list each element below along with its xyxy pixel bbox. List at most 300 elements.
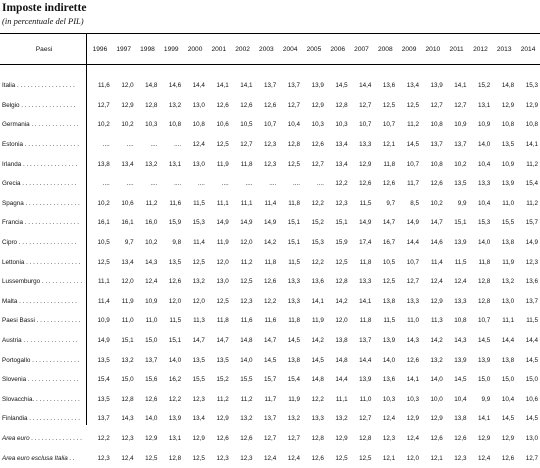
table-cell: 14,4 [192, 82, 205, 90]
table-cell: 14,9 [525, 239, 538, 247]
table-cell: 13,5 [97, 356, 110, 364]
table-cell: 12,5 [335, 258, 348, 266]
table-cell: 10,3 [311, 121, 324, 129]
table-cell: 12,5 [335, 454, 348, 462]
country-name: Grecia . . . . . . . . . . . . . . . . [2, 180, 77, 188]
table-cell: 14,8 [145, 82, 158, 90]
table-cell: .... [174, 141, 182, 149]
table-cell: 10,3 [382, 395, 396, 403]
table-cell: 8,5 [410, 199, 419, 207]
table-cell: 10,6 [216, 121, 229, 129]
table-cell: 14,4 [359, 82, 372, 90]
table-cell: 15,5 [501, 219, 515, 227]
table-cell: 11,6 [240, 317, 253, 325]
table-cell: 12,9 [478, 434, 491, 442]
country-name: Malta . . . . . . . . . . . . . . . . . [2, 297, 77, 305]
table-cell: 12,6 [454, 434, 467, 442]
country-name: Slovenia . . . . . . . . . . . . . . . [2, 376, 79, 384]
table-cell: 13,2 [168, 101, 182, 109]
table-cell: 15,3 [311, 239, 324, 247]
table-cell: 10,9 [478, 121, 491, 129]
table-cell: 15,7 [264, 376, 277, 384]
table-cell: 13,2 [145, 160, 158, 168]
table-cell: 11,7 [264, 395, 277, 403]
table-cell: 15,4 [287, 376, 301, 384]
table-cell: 12,3 [240, 297, 253, 305]
table-cell: 14,5 [335, 82, 348, 90]
table-cell: 13,0 [525, 434, 538, 442]
page-subtitle: (in percentuale del PIL) [2, 16, 84, 26]
header-year: 2010 [425, 45, 441, 53]
country-name: Lussemburgo . . . . . . . . . . . . [2, 278, 83, 286]
table-cell: 12,3 [454, 454, 467, 462]
table-row [0, 96, 540, 116]
table-cell: 13,5 [97, 395, 110, 403]
table-row [0, 272, 540, 292]
table-cell: 10,0 [430, 395, 443, 403]
table-cell: 15,0 [501, 376, 515, 384]
table-row [0, 292, 540, 312]
table-cell: 12,9 [359, 160, 372, 168]
header-year: 2009 [401, 45, 417, 53]
table-cell: 13,2 [335, 415, 348, 423]
table-cell: 12,6 [240, 434, 253, 442]
table-cell: 12,8 [478, 297, 491, 305]
table-cell: .... [102, 141, 110, 149]
table-row [0, 233, 540, 253]
table-cell: 12,4 [454, 278, 467, 286]
table-cell: 14,0 [168, 356, 182, 364]
table-cell: 11,2 [216, 395, 229, 403]
table-cell: 15,2 [478, 82, 491, 90]
table-cell: 12,7 [264, 434, 277, 442]
table-cell: 16,2 [168, 376, 182, 384]
table-cell: 9,8 [172, 239, 182, 247]
table-cell: 14,8 [311, 376, 324, 384]
table-cell: 11,5 [526, 317, 538, 325]
table-cell: 17,4 [359, 239, 372, 247]
table-cell: 12,7 [406, 278, 419, 286]
table-cell: 13,6 [525, 278, 538, 286]
table-cell: 13,7 [287, 82, 301, 90]
table-cell: 13,1 [478, 101, 491, 109]
table-cell: 12,3 [240, 454, 253, 462]
table-cell: 12,9 [311, 101, 324, 109]
table-cell: 15,3 [192, 219, 205, 227]
table-cell: 10,7 [478, 317, 491, 325]
table-cell: 12,7 [525, 454, 538, 462]
table-cell: 13,1 [168, 160, 182, 168]
table-cell: .... [269, 180, 277, 188]
header-year: 1999 [163, 45, 179, 53]
table-cell: 12,7 [97, 101, 110, 109]
table-cell: 11,2 [240, 395, 253, 403]
table-cell: 12,6 [264, 101, 277, 109]
table-cell: 15,0 [145, 337, 158, 345]
table-cell: 13,2 [501, 278, 515, 286]
header-year: 2012 [473, 45, 488, 53]
table-cell: 10,7 [264, 121, 277, 129]
table-cell: 12,8 [121, 395, 134, 403]
table-cell: 12,4 [382, 415, 396, 423]
table-cell: 14,5 [264, 356, 277, 364]
table-cell: 10,3 [335, 121, 348, 129]
table-cell: 12,2 [311, 395, 324, 403]
table-cell: 11,2 [145, 199, 158, 207]
header-year: 1996 [92, 45, 108, 53]
table-cell: 13,3 [287, 297, 301, 305]
table-cell: 13,3 [287, 278, 301, 286]
table-cell: 12,3 [121, 434, 134, 442]
table-cell: 14,3 [454, 337, 467, 345]
table-cell: 13,7 [454, 141, 467, 149]
table-cell: 12,5 [192, 454, 205, 462]
table-cell: 10,4 [478, 199, 491, 207]
table-cell: 10,7 [382, 121, 396, 129]
table-cell: 11,1 [216, 199, 229, 207]
table-cell: 14,7 [216, 337, 229, 345]
table-cell: 11,8 [216, 317, 229, 325]
table-cell: 15,0 [478, 376, 491, 384]
country-name: Paesi Bassi . . . . . . . . . . . . . [2, 317, 81, 325]
table-cell: 15,9 [335, 239, 348, 247]
table-cell: 12,7 [311, 160, 324, 168]
table-cell: 13,3 [359, 278, 372, 286]
table-cell: 14,9 [264, 219, 277, 227]
table-cell: 16,7 [382, 239, 396, 247]
table-cell: 15,0 [525, 376, 538, 384]
table-cell: 16,1 [97, 219, 110, 227]
table-cell: 13,3 [311, 415, 324, 423]
table-row [0, 115, 540, 135]
table-cell: 12,8 [359, 434, 372, 442]
table-cell: 11,5 [288, 258, 301, 266]
table-cell: 12,2 [264, 297, 277, 305]
table-cell: 12,8 [478, 278, 491, 286]
country-name: Slovacchia. . . . . . . . . . . . . . [2, 395, 80, 403]
table-cell: 12,7 [359, 415, 372, 423]
table-cell: 12,6 [145, 395, 158, 403]
table-cell: .... [245, 180, 253, 188]
table-cell: 14,9 [359, 219, 372, 227]
table-cell: 12,1 [382, 454, 396, 462]
table-cell: 10,5 [382, 258, 396, 266]
table-cell: 11,9 [288, 395, 301, 403]
table-cell: .... [316, 180, 324, 188]
table-cell: 15,1 [454, 219, 467, 227]
table-cell: 11,8 [264, 258, 277, 266]
table-cell: 12,8 [335, 278, 348, 286]
table-cell: 14,1 [359, 297, 372, 305]
table-cell: 13,2 [287, 415, 301, 423]
header-year: 2002 [235, 45, 250, 53]
table-cell: 12,5 [287, 160, 301, 168]
table-cell: 12,0 [192, 297, 205, 305]
table-cell: 13,7 [145, 356, 158, 364]
table-cell: 14,5 [525, 356, 538, 364]
table-cell: .... [126, 141, 134, 149]
table-cell: 12,5 [359, 454, 372, 462]
table-cell: 10,4 [454, 395, 467, 403]
table-cell: 10,8 [168, 121, 182, 129]
table-cell: 11,9 [216, 160, 229, 168]
table-cell: 13,9 [382, 337, 396, 345]
table-cell: 13,9 [311, 82, 324, 90]
table-cell: 13,0 [192, 160, 205, 168]
table-cell: 13,3 [359, 141, 372, 149]
table-cell: 13,3 [478, 180, 491, 188]
table-cell: 11,5 [383, 317, 396, 325]
table-cell: 11,1 [240, 199, 253, 207]
table-cell: 12,4 [287, 454, 301, 462]
table-cell: 15,2 [216, 376, 229, 384]
table-cell: 11,9 [312, 317, 324, 325]
table-cell: 11,0 [407, 317, 419, 325]
table-cell: 9,9 [457, 199, 467, 207]
table-cell: 11,1 [502, 317, 515, 325]
table-cell: 15,3 [478, 219, 491, 227]
table-cell: 12,6 [264, 278, 277, 286]
table-cell: 13,8 [501, 239, 515, 247]
table-row [0, 194, 540, 214]
table-cell: 14,1 [478, 415, 491, 423]
table-cell: 13,7 [359, 337, 372, 345]
table-cell: 12,8 [311, 434, 324, 442]
table-cell: 15,4 [97, 376, 110, 384]
header-year: 2014 [520, 45, 536, 53]
table-cell: 11,5 [193, 199, 205, 207]
table-cell: 10,8 [430, 160, 443, 168]
table-cell: 14,4 [335, 376, 348, 384]
table-cell: 12,0 [121, 82, 134, 90]
table-cell: 12,8 [145, 101, 158, 109]
table-row [0, 154, 540, 174]
country-name: Lettonia . . . . . . . . . . . . . . . . [2, 258, 81, 266]
table-cell: .... [197, 180, 205, 188]
table-cell: 12,1 [430, 454, 443, 462]
table-cell: .... [102, 180, 110, 188]
table-cell: 11,1 [335, 395, 348, 403]
table-row [0, 429, 540, 449]
table-cell: 12,9 [145, 434, 158, 442]
table-cell: 13,8 [454, 415, 467, 423]
table-cell: 14,0 [478, 141, 491, 149]
table-cell: 14,8 [335, 356, 348, 364]
table-cell: .... [126, 180, 134, 188]
table-cell: 12,9 [335, 434, 348, 442]
table-cell: 14,0 [430, 376, 443, 384]
table-cell: 12,4 [121, 454, 134, 462]
table-cell: 12,5 [216, 297, 229, 305]
table-row [0, 390, 540, 410]
table-cell: 10,7 [406, 258, 419, 266]
table-cell: 14,4 [359, 356, 372, 364]
country-name: Irlanda . . . . . . . . . . . . . . . . [2, 160, 78, 168]
table-cell: 12,3 [97, 454, 110, 462]
table-cell: 14,9 [240, 219, 253, 227]
table-cell: 12,4 [264, 454, 277, 462]
table-cell: 14,8 [501, 82, 515, 90]
table-cell: 13,6 [311, 278, 324, 286]
table-cell: 11,6 [169, 199, 182, 207]
country-name: Area euro esclusa Italia . . [2, 454, 75, 462]
table-cell: 13,0 [501, 297, 515, 305]
table-cell: 15,1 [121, 337, 134, 345]
table-cell: 15,5 [192, 376, 205, 384]
table-cell: 10,7 [406, 160, 419, 168]
country-name: Belgio . . . . . . . . . . . . . . . . [2, 101, 76, 109]
table-cell: 10,5 [97, 239, 110, 247]
table-cell: 13,1 [168, 434, 182, 442]
page-title: Imposte indirette [2, 2, 87, 14]
table-cell: 12,9 [525, 101, 538, 109]
table-cell: 10,4 [287, 121, 301, 129]
table-cell: 12,4 [406, 434, 419, 442]
table-cell: 10,9 [145, 297, 158, 305]
table-cell: 14,2 [430, 337, 443, 345]
table-cell: 12,4 [478, 454, 491, 462]
table-cell: 10,6 [121, 199, 134, 207]
table-cell: 12,9 [406, 415, 419, 423]
table-cell: 14,0 [240, 356, 253, 364]
table-cell: 12,2 [311, 258, 324, 266]
table-cell: 14,5 [287, 337, 301, 345]
country-name: Spagna . . . . . . . . . . . . . . . . [2, 199, 80, 207]
table-cell: 10,2 [97, 199, 110, 207]
table-cell: 13,2 [430, 356, 443, 364]
table-cell: 11,6 [98, 82, 110, 90]
table-cell: 15,3 [525, 82, 538, 90]
table-cell: 15,9 [168, 219, 182, 227]
country-name: Austria . . . . . . . . . . . . . . . . [2, 337, 78, 345]
country-name: Cipro . . . . . . . . . . . . . . . . . [2, 239, 77, 247]
table-cell: 12,5 [382, 278, 396, 286]
table-cell: 12,7 [240, 141, 253, 149]
table-cell: 14,9 [406, 219, 419, 227]
table-cell: 14,1 [216, 82, 229, 90]
header-year: 2004 [282, 45, 298, 53]
table-cell: 11,8 [240, 160, 253, 168]
table-cell: 11,0 [121, 317, 134, 325]
table-cell: 11,0 [359, 395, 372, 403]
country-name: Estonia . . . . . . . . . . . . . . . . [2, 141, 79, 149]
table-cell: 13,5 [501, 141, 515, 149]
table-cell: 11,6 [264, 317, 277, 325]
header-year: 2001 [211, 45, 227, 53]
table-cell: 15,6 [145, 376, 158, 384]
table-cell: 11,2 [526, 160, 538, 168]
table-cell: 14,4 [406, 239, 419, 247]
table-cell: 14,6 [430, 239, 443, 247]
country-name: Germania . . . . . . . . . . . . . . [2, 121, 79, 129]
table-cell: 11,8 [359, 258, 372, 266]
table-cell: 13,8 [501, 356, 515, 364]
table-cell: 12,6 [382, 180, 396, 188]
table-cell: 12,6 [240, 101, 253, 109]
table-cell: 9,7 [386, 199, 396, 207]
table-cell: 11,8 [383, 160, 396, 168]
table-cell: 13,7 [97, 415, 110, 423]
table-cell: 12,9 [121, 101, 134, 109]
table-cell: 14,5 [454, 376, 467, 384]
table-cell: 10,4 [478, 160, 491, 168]
table-cell: 13,5 [216, 356, 229, 364]
table-cell: 14,5 [501, 415, 515, 423]
table-cell: 14,9 [97, 337, 110, 345]
country-name: Italia . . . . . . . . . . . . . . . . . [2, 82, 75, 90]
table-cell: 12,6 [430, 180, 443, 188]
table-cell: 13,8 [97, 160, 110, 168]
header-country: Paesi [35, 45, 53, 53]
country-name: Portogallo . . . . . . . . . . . . . . [2, 356, 80, 364]
header-year: 2005 [306, 45, 322, 53]
table-cell: 13,4 [406, 82, 419, 90]
table-cell: 11,2 [526, 199, 538, 207]
table-cell: 14,7 [382, 219, 396, 227]
table-cell: 11,8 [478, 258, 491, 266]
table-cell: 15,0 [121, 376, 134, 384]
table-cell: 14,4 [501, 337, 515, 345]
table-cell: 15,5 [240, 376, 253, 384]
table-cell: 11,8 [359, 317, 372, 325]
table-cell: 13,4 [121, 258, 134, 266]
table-cell: 11,1 [98, 278, 110, 286]
table-cell: 12,9 [430, 415, 443, 423]
table-cell: 16,1 [121, 219, 134, 227]
table-cell: 12,0 [406, 454, 419, 462]
table-cell: 13,8 [335, 337, 348, 345]
table-cell: 14,9 [216, 219, 229, 227]
table-cell: 12,5 [192, 258, 205, 266]
table-row [0, 448, 540, 468]
table-cell: .... [293, 180, 301, 188]
table-row [0, 350, 540, 370]
table-body [0, 64, 540, 468]
table-cell: .... [150, 180, 158, 188]
table-cell: .... [221, 180, 229, 188]
table-cell: 14,0 [478, 239, 491, 247]
table-cell: 10,2 [454, 160, 467, 168]
table-cell: 15,1 [287, 239, 301, 247]
table-cell: 10,8 [192, 121, 205, 129]
table-cell: 14,1 [454, 82, 467, 90]
table-cell: 15,1 [168, 337, 182, 345]
table-cell: 13,0 [216, 278, 229, 286]
table-cell: 14,8 [240, 337, 253, 345]
table-cell: 12,3 [216, 454, 229, 462]
table-cell: 12,3 [192, 395, 205, 403]
header-year: 2003 [259, 45, 274, 53]
table-cell: 14,5 [311, 356, 324, 364]
table-cell: 12,9 [501, 434, 515, 442]
table-cell: 10,8 [430, 121, 443, 129]
table-cell: 10,8 [501, 121, 515, 129]
table-cell: 15,1 [335, 219, 348, 227]
table-cell: 14,2 [264, 239, 277, 247]
table-cell: 13,4 [121, 160, 134, 168]
table-cell: 16,0 [145, 219, 158, 227]
table-cell: 14,5 [525, 415, 538, 423]
table-cell: 12,4 [145, 278, 158, 286]
table-cell: 14,4 [525, 337, 538, 345]
table-cell: 11,5 [359, 199, 372, 207]
table-cell: 11,0 [502, 199, 515, 207]
header-year: 2007 [354, 45, 369, 53]
table-cell: 12,7 [359, 101, 372, 109]
table-cell: 12,6 [311, 454, 324, 462]
table-cell: 13,6 [382, 82, 396, 90]
table-cell: 13,8 [287, 356, 301, 364]
